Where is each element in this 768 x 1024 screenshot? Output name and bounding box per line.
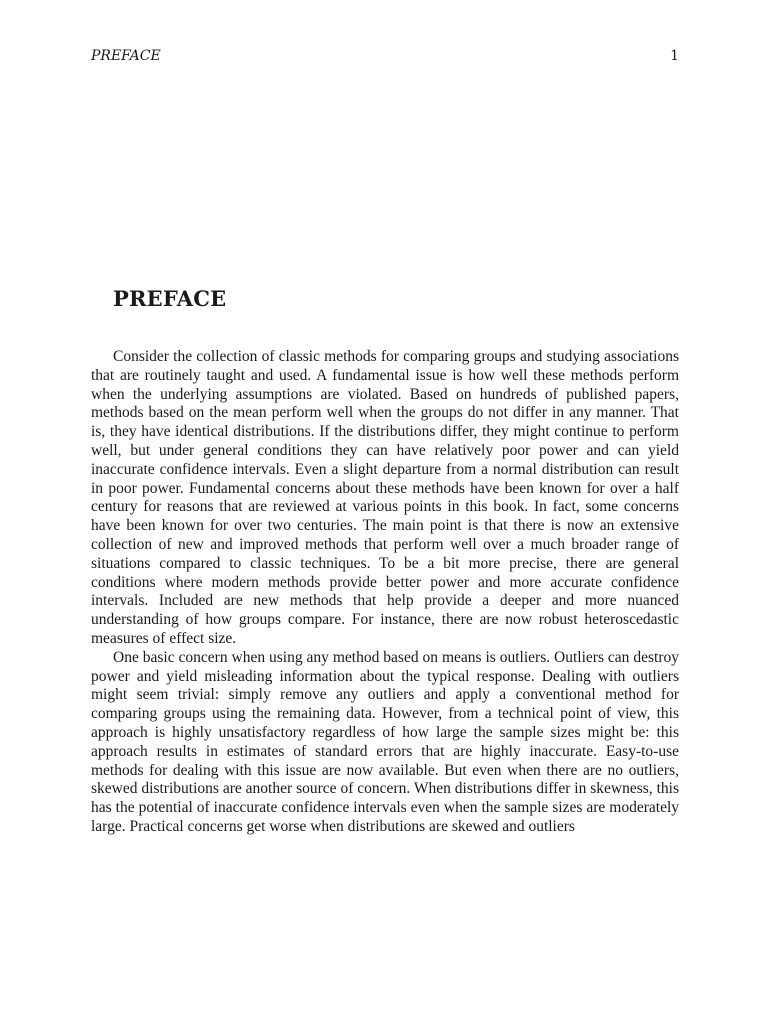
chapter-title: PREFACE — [113, 286, 227, 311]
running-head-title: PREFACE — [91, 48, 161, 64]
page-number: 1 — [670, 48, 679, 64]
paragraph: One basic concern when using any method based on means is outliers. Outliers can destroy power and yield misleading information about the typical response. Dealing with outliers might seem trivial: simply remove any outliers and apply a conventional method for comparing groups using the remaining data. However, from a technical point of view, this approach is highly unsatisfactory regardless of how large the sample sizes might be: this approach results in estimates of standard errors that are highly inaccurate. Easy-to-use methods for dealing with this issue are now available. But even when there are no outliers, skewed distributions are another source of concern. When distributions differ in skewness, this has the potential of inaccurate confidence intervals even when the sample sizes are moderately large. Practical concerns get worse when distributions are skewed and outliers — [91, 648, 679, 835]
running-head — [91, 46, 679, 66]
body-text — [91, 348, 679, 837]
paragraph: Consider the collection of classic methods for comparing groups and studying associations that are routinely taught and used. A fundamental issue is how well these methods perform when the underlying assumptions are violated. Based on hundreds of published papers, methods based on the mean perform well when the groups do not differ in any manner. That is, they have identical distributions. If the distributions differ, they might continue to perform well, but under general conditions they can have relatively poor power and can yield inaccurate confidence intervals. Even a slight departure from a normal distribution can result in poor power. Fundamental concerns about these methods have been known for over a half century for reasons that are reviewed at various points in this book. In fact, some concerns have been known for over two centuries. The main point is that there is now an extensive collection of new and improved methods that perform well over a much broader range of situations compared to classic techniques. To be a bit more precise, there are general conditions where modern methods provide better power and more accurate confidence intervals. Included are new methods that help provide a deeper and more nuanced understanding of how groups compare. For instance, there are now robust heteroscedastic measures of effect size. — [91, 348, 679, 647]
